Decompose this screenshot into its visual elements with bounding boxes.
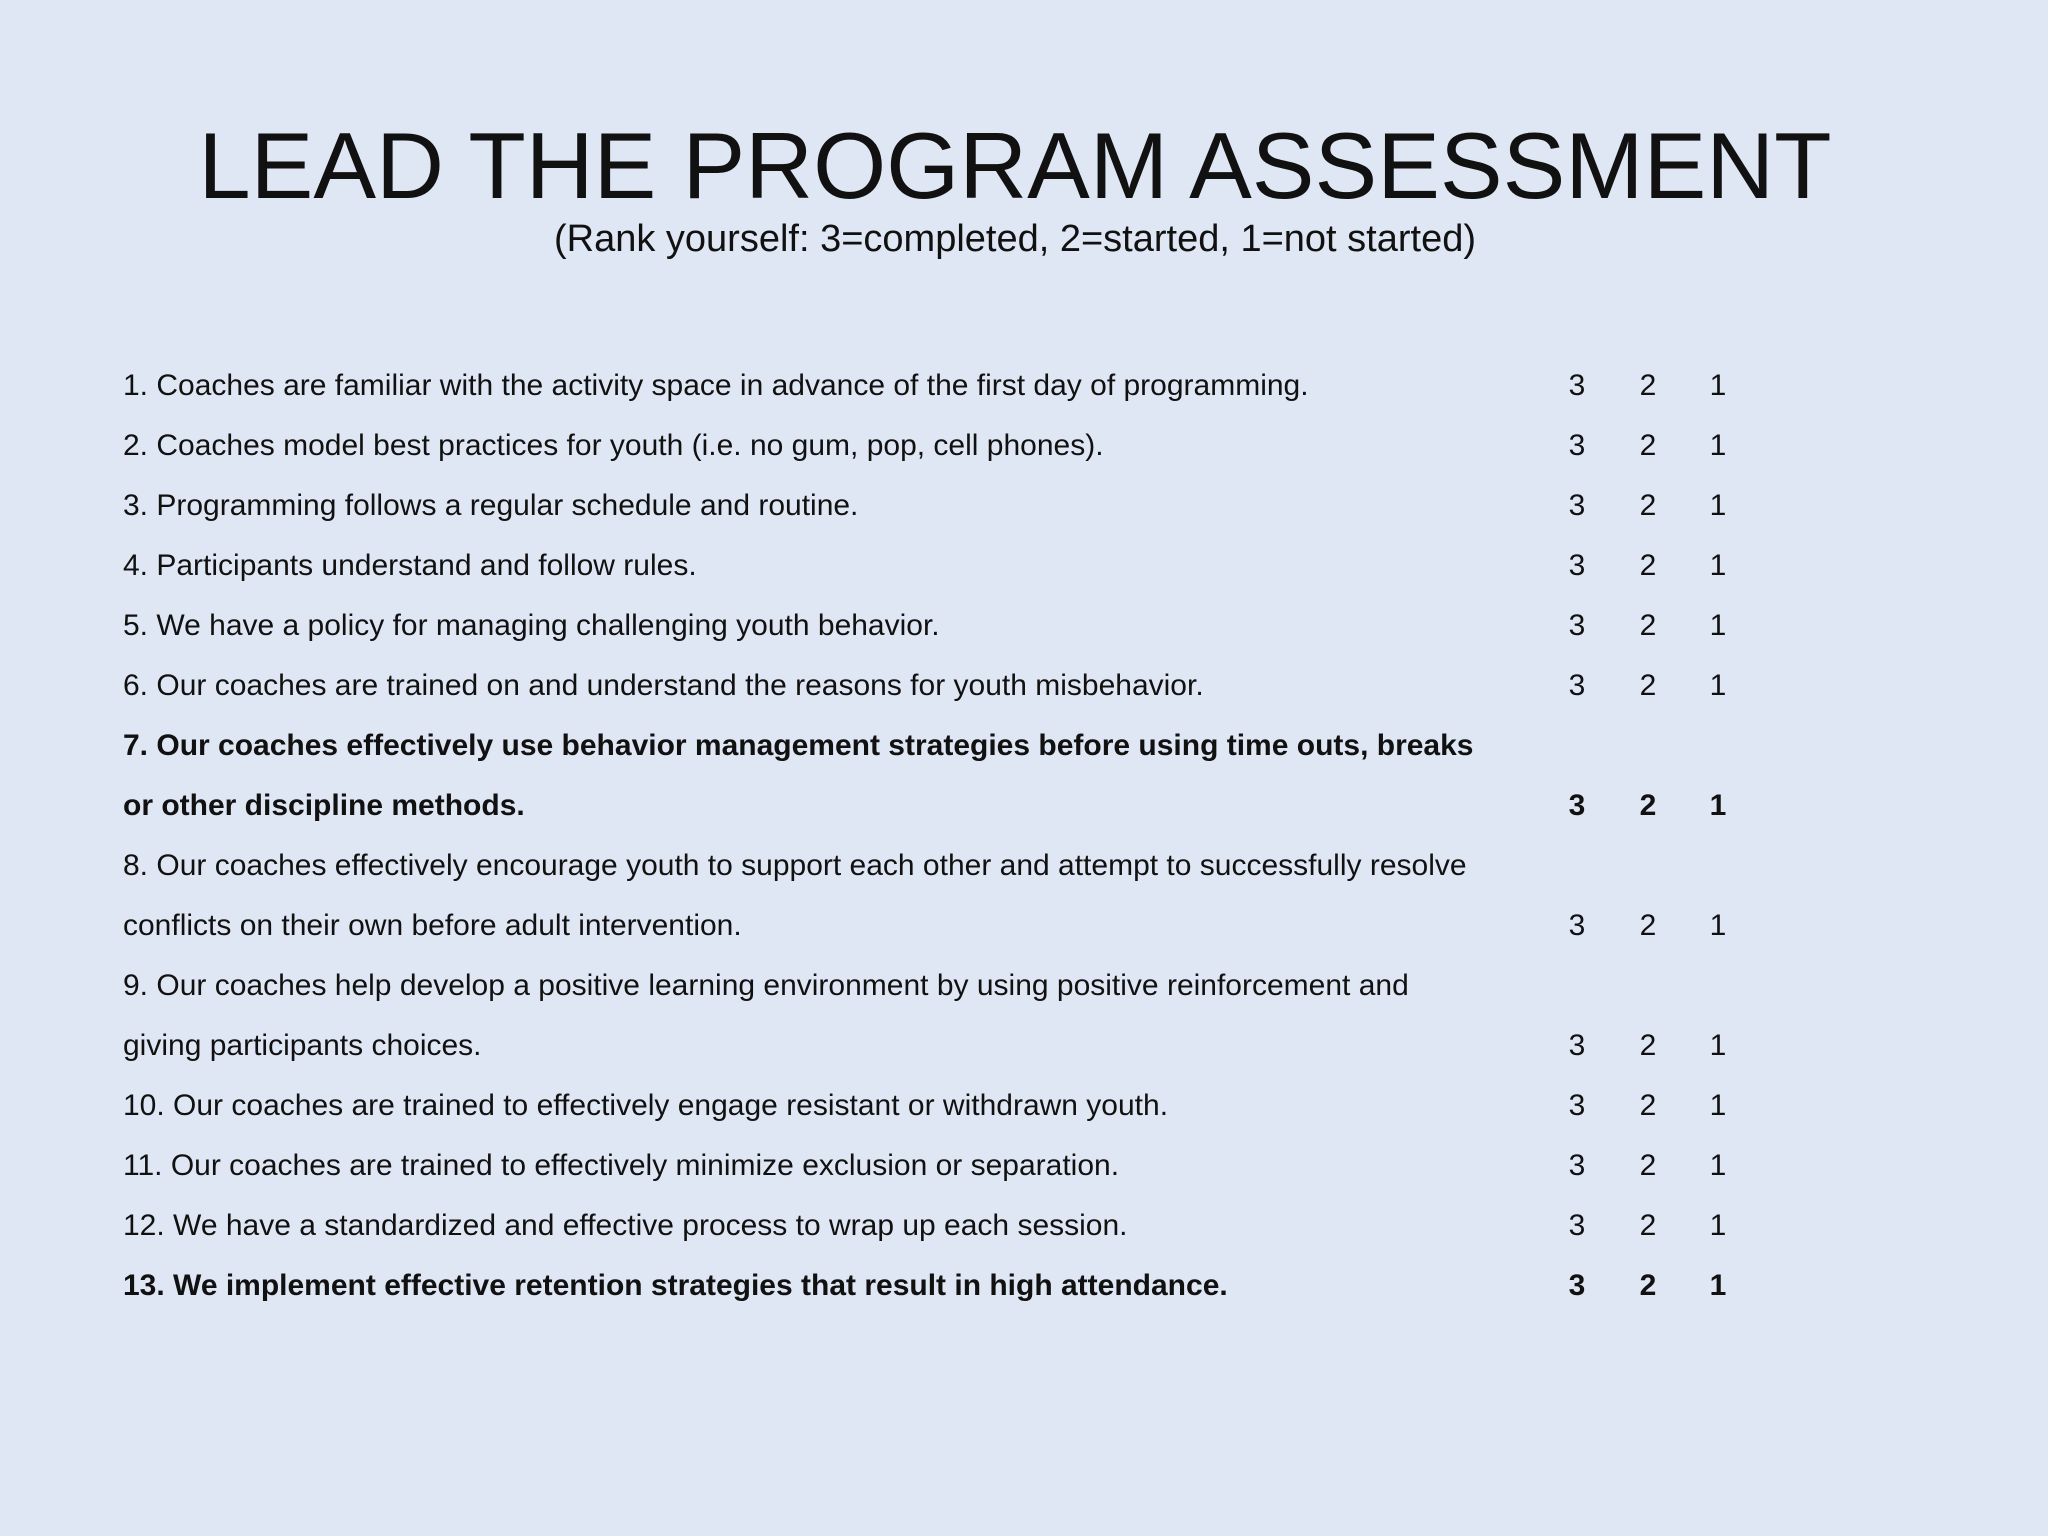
rank-2: 2 — [1639, 1269, 1657, 1302]
rank-1: 1 — [1709, 609, 1727, 642]
rank-options — [1557, 1016, 1757, 1076]
rank-3: 3 — [1568, 429, 1586, 462]
rank-2: 2 — [1639, 549, 1657, 582]
assessment-list — [123, 356, 1743, 1316]
item-text: 13. We implement effective retention strategies that result in high attendance. — [123, 1269, 1228, 1302]
assessment-item-12 — [123, 1196, 1743, 1256]
assessment-item-9 — [123, 956, 1743, 1076]
rank-options — [1557, 416, 1757, 476]
rank-3: 3 — [1568, 369, 1586, 402]
rank-2: 2 — [1639, 909, 1657, 942]
rank-1: 1 — [1709, 789, 1727, 822]
rank-3: 3 — [1568, 1269, 1586, 1302]
rank-options — [1557, 656, 1757, 716]
assessment-item-1 — [123, 356, 1743, 416]
assessment-item-4 — [123, 536, 1743, 596]
rank-options — [1557, 1256, 1757, 1316]
assessment-item-10 — [123, 1076, 1743, 1136]
rank-1: 1 — [1709, 1149, 1727, 1182]
rank-options — [1557, 356, 1757, 416]
item-text-continued: conflicts on their own before adult intervention. — [123, 909, 742, 942]
rank-options — [1557, 1136, 1757, 1196]
rank-options — [1557, 536, 1757, 596]
assessment-item-2 — [123, 416, 1743, 476]
rank-1: 1 — [1709, 669, 1727, 702]
assessment-item-5 — [123, 596, 1743, 656]
rank-1: 1 — [1709, 549, 1727, 582]
assessment-item-13 — [123, 1256, 1743, 1316]
rank-1: 1 — [1709, 1269, 1727, 1302]
item-text: 1. Coaches are familiar with the activity space in advance of the first day of programming. — [123, 369, 1309, 402]
rank-3: 3 — [1568, 1209, 1586, 1242]
rank-3: 3 — [1568, 1089, 1586, 1122]
rank-3: 3 — [1568, 1029, 1586, 1062]
item-text: 6. Our coaches are trained on and understand the reasons for youth misbehavior. — [123, 669, 1204, 702]
rank-3: 3 — [1568, 549, 1586, 582]
rank-1: 1 — [1709, 1209, 1727, 1242]
rank-2: 2 — [1639, 1209, 1657, 1242]
rank-2: 2 — [1639, 669, 1657, 702]
item-text: 3. Programming follows a regular schedule and routine. — [123, 489, 859, 522]
rank-2: 2 — [1639, 789, 1657, 822]
rank-options — [1557, 776, 1757, 836]
item-text: 9. Our coaches help develop a positive learning environment by using positive reinforcement and — [123, 969, 1409, 1002]
item-text: 11. Our coaches are trained to effectively minimize exclusion or separation. — [123, 1149, 1120, 1182]
assessment-item-11 — [123, 1136, 1743, 1196]
assessment-item-7 — [123, 716, 1743, 836]
rank-3: 3 — [1568, 789, 1586, 822]
rank-1: 1 — [1709, 909, 1727, 942]
item-text: 2. Coaches model best practices for youth (i.e. no gum, pop, cell phones). — [123, 429, 1104, 462]
rank-options — [1557, 896, 1757, 956]
page-subtitle: (Rank yourself: 3=completed, 2=started, 1=not started) — [553, 218, 1476, 260]
rank-options — [1557, 476, 1757, 536]
page-title: LEAD THE PROGRAM ASSESSMENT — [198, 113, 1832, 218]
rank-2: 2 — [1639, 609, 1657, 642]
rank-3: 3 — [1568, 609, 1586, 642]
rank-2: 2 — [1639, 489, 1657, 522]
assessment-item-6 — [123, 656, 1743, 716]
item-text: 5. We have a policy for managing challenging youth behavior. — [123, 609, 940, 642]
rank-2: 2 — [1639, 1149, 1657, 1182]
rank-3: 3 — [1568, 1149, 1586, 1182]
item-text: 7. Our coaches effectively use behavior management strategies before using time outs, breaks — [123, 729, 1474, 762]
item-text: 12. We have a standardized and effective process to wrap up each session. — [123, 1209, 1128, 1242]
rank-1: 1 — [1709, 489, 1727, 522]
rank-1: 1 — [1709, 1029, 1727, 1062]
item-text: 4. Participants understand and follow rules. — [123, 549, 697, 582]
rank-1: 1 — [1709, 429, 1727, 462]
rank-options — [1557, 1076, 1757, 1136]
item-text-continued: giving participants choices. — [123, 1029, 482, 1062]
rank-2: 2 — [1639, 429, 1657, 462]
item-text-continued: or other discipline methods. — [123, 789, 525, 822]
assessment-item-8 — [123, 836, 1743, 956]
rank-3: 3 — [1568, 669, 1586, 702]
assessment-item-3 — [123, 476, 1743, 536]
rank-3: 3 — [1568, 909, 1586, 942]
rank-2: 2 — [1639, 369, 1657, 402]
item-text: 10. Our coaches are trained to effectively engage resistant or withdrawn youth. — [123, 1089, 1169, 1122]
rank-options — [1557, 1196, 1757, 1256]
rank-3: 3 — [1568, 489, 1586, 522]
rank-2: 2 — [1639, 1029, 1657, 1062]
rank-1: 1 — [1709, 369, 1727, 402]
rank-2: 2 — [1639, 1089, 1657, 1122]
item-text: 8. Our coaches effectively encourage youth to support each other and attempt to successfully resolve — [123, 849, 1467, 882]
rank-options — [1557, 596, 1757, 656]
rank-1: 1 — [1709, 1089, 1727, 1122]
